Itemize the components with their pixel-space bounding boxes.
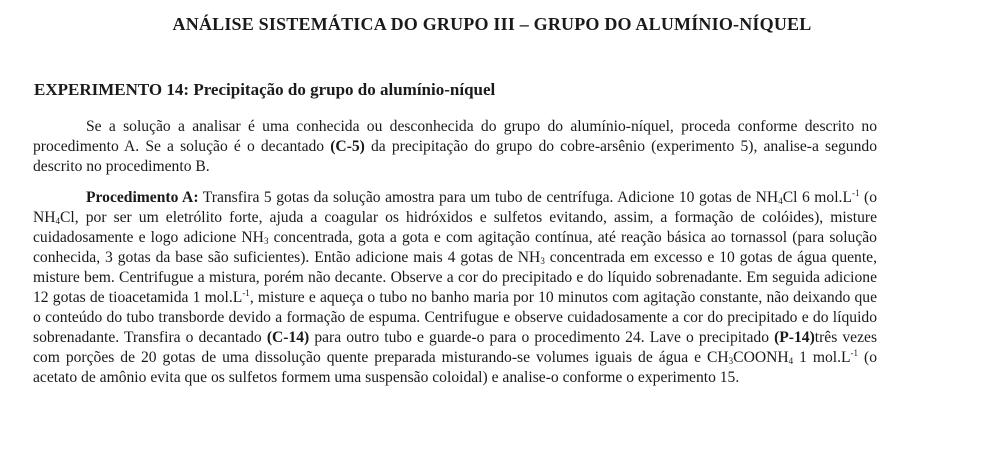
proc-sup-1: -1 (851, 188, 860, 198)
precipitado-p14-ref: (P-14) (774, 329, 815, 346)
proc-sup-3: -1 (850, 348, 859, 358)
document-title: ANÁLISE SISTEMÁTICA DO GRUPO III – GRUPO DO ALUMÍNIO-NÍQUEL (172, 14, 812, 34)
proc-text-6: concentrada em excesso e 10 gotas de água quente, misture bem. Centrifugue a mistura, porém não decante. Observe a cor do precipitado e do líquido sobrenadante. Em seguida adicione 12 gotas de tioacetamida 1 mol.L (33, 249, 877, 306)
proc-sub-4: 3 (540, 256, 545, 266)
procedure-a-paragraph (33, 188, 877, 388)
proc-text-1: Transfira 5 gotas da solução amostra para um tubo de centrífuga. Adicione 10 gotas de NH (198, 189, 779, 206)
proc-text-2: Cl 6 mol.L (782, 189, 852, 206)
intro-text-2: da precipitação do grupo do cobre-arsênio (experimento 5), analise-a segundo descrito no procedimento B. (33, 138, 877, 175)
proc-text-10: COONH (733, 349, 789, 366)
experiment-title: Precipitação do grupo do alumínio-níquel (193, 80, 496, 99)
proc-sub-5: 3 (728, 356, 734, 366)
proc-sub-6: 4 (788, 356, 794, 366)
intro-text-1: Se a solução a analisar é uma conhecida ou desconhecida do grupo do alumínio-níquel, proceda conforme descrito no procedimento A. Se a solução é o decantado (33, 118, 877, 155)
experiment-label: EXPERIMENTO 14: (34, 80, 190, 99)
proc-text-8: para outro tubo e guarde-o para o procedimento 24. Lave o precipitado (309, 329, 775, 346)
proc-text-4: Cl, por ser um eletrólito forte, ajuda a coagular os hidróxidos e sulfetos evitando, assim, a formação de colóides), misture cuidadosamente e logo adicione NH (33, 209, 877, 246)
proc-sub-3: 3 (263, 236, 269, 246)
decantado-c14-ref: (C-14) (266, 329, 310, 346)
procedure-a-label: Procedimento A: (86, 189, 199, 206)
proc-text-9: três vezes com porções de 20 gotas de uma dissolução quente preparada misturando-se volumes iguais de água e CH (33, 329, 878, 366)
experiment-heading (34, 80, 495, 100)
proc-sub-2: 4 (55, 216, 61, 226)
intro-paragraph (33, 117, 877, 177)
decantado-c5-ref: (C-5) (330, 138, 365, 155)
proc-text-7: , misture e aqueça o tubo no banho maria por 10 minutos com agitação constante, não deixando que o conteúdo do tubo transborde devido a formação de espuma. Centrifugue e observe cuidadosamente a cor do precipitado e do líquido sobrenadante. Transfira o decantado (33, 289, 878, 346)
proc-text-12: (o acetato de amônio evita que os sulfetos formem uma suspensão coloidal) e analise-o conforme o experimento 15. (33, 349, 878, 386)
proc-sup-2: -1 (242, 288, 250, 298)
proc-text-11: 1 mol.L (793, 349, 851, 366)
proc-text-5: concentrada, gota a gota e com agitação contínua, até reação básica ao tornassol (para solução conhecida, 3 gotas da base são suficientes). Então adicione mais 4 gotas de NH (33, 229, 877, 266)
proc-sub-1: 4 (778, 196, 783, 206)
proc-text-3: (o NH (33, 189, 878, 226)
